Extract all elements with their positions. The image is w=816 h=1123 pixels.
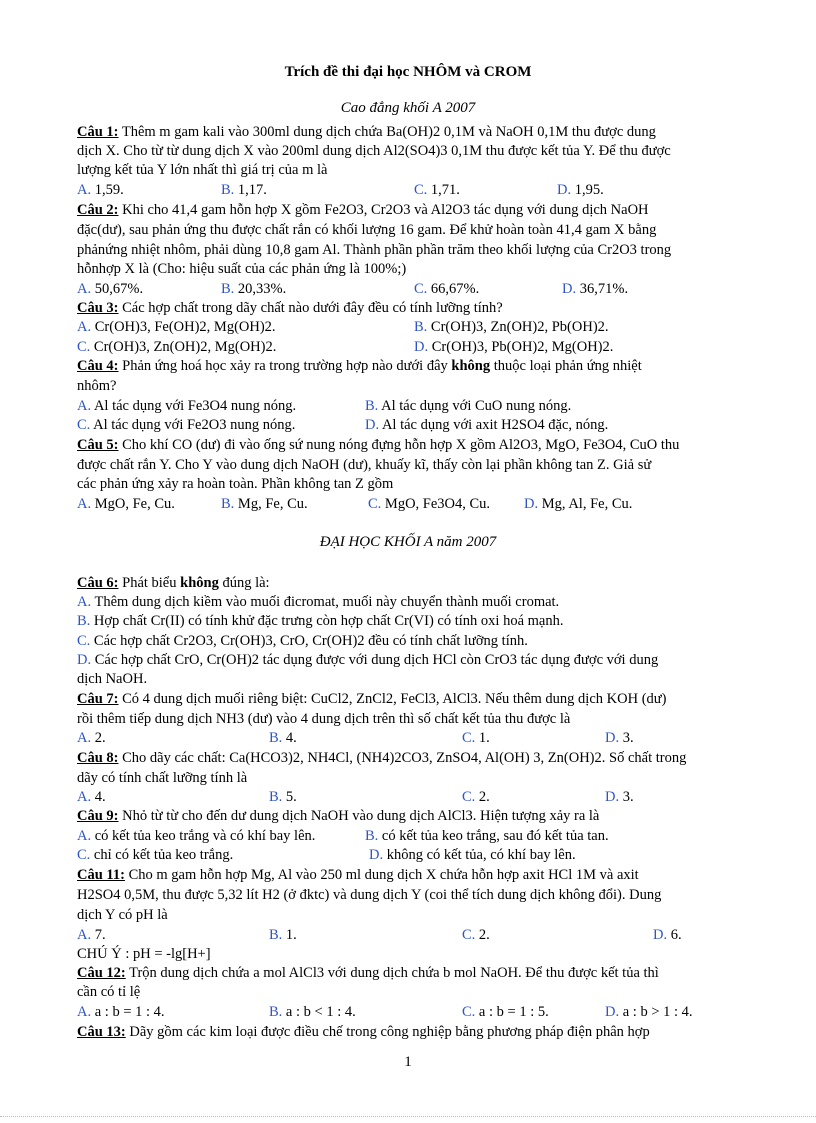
question-2-line-2: đặc(dư), sau phản ứng thu được chất rắn có khối lượng 16 gam. Để khử hoàn toàn 41,4 gam X bằng — [77, 222, 657, 238]
q4-option-d: D. Al tác dụng với axit H2SO4 đặc, nóng. — [365, 417, 609, 433]
q12-option-b: B. a : b < 1 : 4. — [269, 1004, 356, 1020]
question-5-label: Câu 5: — [77, 437, 119, 453]
q9-option-c: C. chỉ có kết tủa keo trắng. — [77, 847, 234, 863]
q2-option-c: C. 66,67%. — [414, 281, 480, 297]
q2-option-d: D. 36,71%. — [562, 281, 629, 297]
question-8-line-1: Câu 8: Cho dãy các chất: Ca(HCO3)2, NH4Cl, (NH4)2CO3, ZnSO4, Al(OH) 3, Zn(OH)2. Số chất trong — [77, 750, 687, 766]
q8-option-a: A. 4. — [77, 789, 106, 805]
question-6-label: Câu 6: — [77, 575, 119, 591]
q5-option-c: C. MgO, Fe3O4, Cu. — [368, 496, 491, 512]
q6-option-a: A. Thêm dung dịch kiềm vào muối đicromat, muối này chuyển thành muối cromat. — [77, 594, 560, 610]
question-9-line-1: Câu 9: Nhỏ từ từ cho đến dư dung dịch NaOH vào dung dịch AlCl3. Hiện tượng xảy ra là — [77, 808, 600, 824]
section-heading-cao-dang: Cao đẳng khối A 2007 — [340, 100, 476, 116]
question-8-label: Câu 8: — [77, 750, 119, 766]
document-title: Trích đề thi đại học NHÔM và CROM — [284, 64, 532, 80]
question-12-line-2: cần có tỉ lệ — [77, 984, 141, 1000]
q11-option-b: B. 1. — [269, 927, 297, 943]
q5-option-b: B. Mg, Fe, Cu. — [221, 496, 308, 512]
question-3-line-1: Câu 3: Các hợp chất trong dãy chất nào dưới đây đều có tính lưỡng tính? — [77, 300, 503, 316]
question-3-label: Câu 3: — [77, 300, 119, 316]
q7-option-b: B. 4. — [269, 730, 297, 746]
question-5-line-3: các phản ứng xảy ra hoàn toàn. Phần không tan Z gồm — [77, 476, 394, 492]
q2-option-a: A. 50,67%. — [77, 281, 144, 297]
q8-option-c: C. 2. — [462, 789, 490, 805]
question-7-line-2: rồi thêm tiếp dung dịch NH3 (dư) vào 4 dung dịch trên thì số chất kết tủa thu được là — [77, 711, 571, 727]
question-5-line-2: được chất rắn Y. Cho Y vào dung dịch NaOH (dư), khuấy kĩ, thấy còn lại phần không tan Z. Giả sử — [77, 457, 652, 473]
q1-option-a: A. 1,59. — [77, 182, 124, 198]
question-13-line-1: Câu 13: Dãy gồm các kim loại được điều chế trong công nghiệp bằng phương pháp điện phân hợp — [77, 1024, 650, 1040]
q6-option-c: C. Các hợp chất Cr2O3, Cr(OH)3, CrO, Cr(OH)2 đều có tính chất lưỡng tính. — [77, 633, 528, 649]
q9-option-d: D. không có kết tủa, có khí bay lên. — [369, 847, 576, 863]
q2-option-b: B. 20,33%. — [221, 281, 287, 297]
q4-option-a: A. Al tác dụng với Fe3O4 nung nóng. — [77, 398, 297, 414]
question-7-label: Câu 7: — [77, 691, 119, 707]
question-6-line-1: Câu 6: Phát biểu không đúng là: — [77, 575, 270, 591]
section-heading-dai-hoc: ĐẠI HỌC KHỐI A năm 2007 — [319, 534, 497, 550]
question-4-line-2: nhôm? — [77, 378, 117, 394]
q1-option-d: D. 1,95. — [557, 182, 604, 198]
q5-option-d: D. Mg, Al, Fe, Cu. — [524, 496, 633, 512]
page-number: 1 — [404, 1054, 412, 1070]
q6-option-b: B. Hợp chất Cr(II) có tính khử đặc trưng còn hợp chất Cr(VI) có tính oxi hoá mạnh. — [77, 613, 564, 629]
q6-option-d-line-2: dịch NaOH. — [77, 671, 148, 687]
q3-option-c: C. Cr(OH)3, Zn(OH)2, Mg(OH)2. — [77, 339, 277, 355]
question-5-line-1: Câu 5: Cho khí CO (dư) đi vào ống sứ nung nóng đựng hỗn hợp X gồm Al2O3, MgO, Fe3O4, CuO thu — [77, 437, 680, 453]
question-4-label: Câu 4: — [77, 358, 119, 374]
q8-option-b: B. 5. — [269, 789, 297, 805]
q8-option-d: D. 3. — [605, 789, 634, 805]
q3-option-d: D. Cr(OH)3, Pb(OH)2, Mg(OH)2. — [414, 339, 614, 355]
question-1-line-1: Câu 1: Thêm m gam kali vào 300ml dung dịch chứa Ba(OH)2 0,1M và NaOH 0,1M thu được dung — [77, 124, 656, 140]
q7-option-a: A. 2. — [77, 730, 106, 746]
question-12-label: Câu 12: — [77, 965, 126, 981]
question-4-line-1: Câu 4: Phản ứng hoá học xảy ra trong trường hợp nào dưới đây không thuộc loại phản ứng nhiệt — [77, 358, 642, 374]
q4-option-c: C. Al tác dụng với Fe2O3 nung nóng. — [77, 417, 296, 433]
page-bottom-border — [0, 1116, 816, 1117]
q3-option-b: B. Cr(OH)3, Zn(OH)2, Pb(OH)2. — [414, 319, 609, 335]
q12-option-d: D. a : b > 1 : 4. — [605, 1004, 693, 1020]
question-2-line-3: phảnứng nhiệt nhôm, phải dùng 10,8 gam Al. Thành phần phần trăm theo khối lượng của Cr2O3 trong — [77, 242, 672, 258]
question-9-label: Câu 9: — [77, 808, 119, 824]
q4-option-b: B. Al tác dụng với CuO nung nóng. — [365, 398, 572, 414]
question-7-line-1: Câu 7: Có 4 dung dịch muối riêng biệt: CuCl2, ZnCl2, FeCl3, AlCl3. Nếu thêm dung dịch KOH (dư) — [77, 691, 667, 707]
q12-option-c: C. a : b = 1 : 5. — [462, 1004, 549, 1020]
question-11-line-1: Câu 11: Cho m gam hỗn hợp Mg, Al vào 250 ml dung dịch X chứa hỗn hợp axit HCl 1M và axit — [77, 867, 639, 883]
question-1-line-3: lượng kết tủa Y lớn nhất thì giá trị của m là — [77, 162, 328, 178]
q11-option-c: C. 2. — [462, 927, 490, 943]
q5-option-a: A. MgO, Fe, Cu. — [77, 496, 175, 512]
q9-option-b: B. có kết tủa keo trắng, sau đó kết tủa tan. — [365, 828, 609, 844]
question-13-label: Câu 13: — [77, 1024, 126, 1040]
q9-option-a: A. có kết tủa keo trắng và có khí bay lên. — [77, 828, 316, 844]
q1-option-c: C. 1,71. — [414, 182, 460, 198]
q11-option-d: D. 6. — [653, 927, 682, 943]
question-11-line-2: H2SO4 0,5M, thu được 5,32 lít H2 (ở đktc) và dung dịch Y (coi thể tích dung dịch không đổi). Dung — [77, 887, 662, 903]
q12-option-a: A. a : b = 1 : 4. — [77, 1004, 165, 1020]
q3-option-a: A. Cr(OH)3, Fe(OH)2, Mg(OH)2. — [77, 319, 276, 335]
q6-option-d: D. Các hợp chất CrO, Cr(OH)2 tác dụng được với dung dịch HCl còn CrO3 tác dụng được với dung — [77, 652, 659, 668]
question-2-label: Câu 2: — [77, 202, 119, 218]
question-11-label: Câu 11: — [77, 867, 125, 883]
question-12-line-1: Câu 12: Trộn dung dịch chứa a mol AlCl3 với dung dịch chứa b mol NaOH. Để thu được kết tủa thì — [77, 965, 659, 981]
q1-option-b: B. 1,17. — [221, 182, 267, 198]
question-2-line-4: hỗnhợp X là (Cho: hiệu suất của các phản ứng là 100%;) — [77, 261, 407, 277]
question-1-label: Câu 1: — [77, 124, 119, 140]
q11-note: CHÚ Ý : pH = -lg[H+] — [77, 946, 211, 962]
question-1-line-2: dịch X. Cho từ từ dung dịch X vào 200ml dung dịch Al2(SO4)3 0,1M thu được kết tủa Y. Để thu được — [77, 143, 671, 159]
q7-option-d: D. 3. — [605, 730, 634, 746]
q7-option-c: C. 1. — [462, 730, 490, 746]
question-2-line-1: Câu 2: Khi cho 41,4 gam hỗn hợp X gồm Fe2O3, Cr2O3 và Al2O3 tác dụng với dung dịch NaOH — [77, 202, 649, 218]
question-8-line-2: dãy có tính chất lưỡng tính là — [77, 770, 248, 786]
q11-option-a: A. 7. — [77, 927, 106, 943]
question-11-line-3: dịch Y có pH là — [77, 907, 168, 923]
